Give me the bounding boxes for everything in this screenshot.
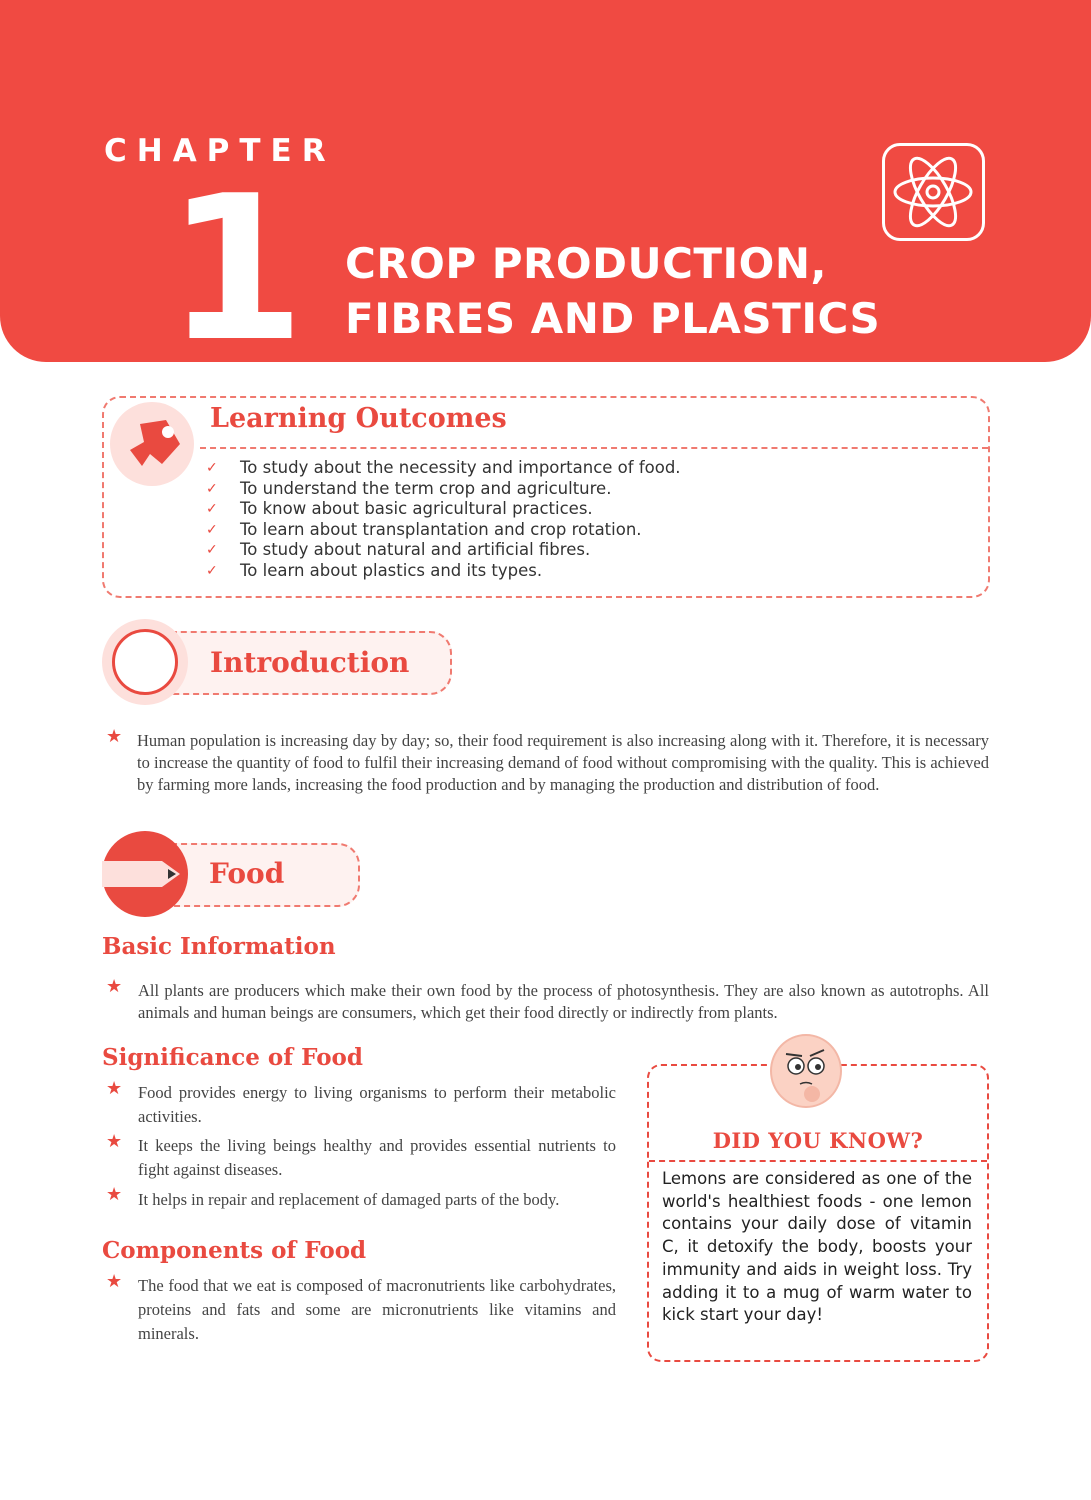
significance-item: It keeps the living beings healthy and provides essential nutrients to fight against diseases. — [138, 1136, 616, 1179]
significance-heading: Significance of Food — [102, 1044, 363, 1071]
check-icon: ✓ — [206, 521, 218, 538]
learning-outcomes-list — [206, 458, 681, 582]
list-item: ✓ To study about natural and artificial fibres. — [206, 540, 591, 560]
components-text: The food that we eat is composed of macronutrients like carbohydrates, proteins and fats and some are micronutrients like vitamins and minerals. — [138, 1276, 616, 1343]
target-icon — [110, 402, 194, 486]
chapter-title-line1: CROP PRODUCTION, — [345, 239, 827, 288]
star-icon: ★ — [106, 976, 123, 997]
food-title: Food — [209, 857, 285, 890]
list-item: ✓ To learn about plastics and its types. — [206, 560, 543, 580]
check-icon: ✓ — [206, 542, 218, 559]
introduction-paragraph: Human population is increasing day by day; so, their food requirement is also increasing along with it. Therefore, it is necessary to increase the quantity of food to fulfil their increasing demand of food without compromising with the quality. This is achieved by farming more lands, increasing the food production and by managing the production and distribution of food. — [137, 731, 989, 794]
check-icon: ✓ — [206, 562, 218, 579]
learning-outcomes-divider — [200, 447, 988, 449]
chapter-title-line2: FIBRES AND PLASTICS — [345, 294, 881, 343]
atom-icon — [882, 143, 985, 241]
chapter-title — [345, 236, 880, 346]
star-icon: ★ — [106, 1131, 123, 1152]
star-icon: ★ — [106, 1078, 123, 1099]
basic-information-text: All plants are producers which make their own food by the process of photosynthesis. They are also known as autotrophs. All animals and human beings are consumers, which get their food directly or indirectly from plants. — [138, 981, 989, 1022]
introduction-title: Introduction — [210, 646, 410, 679]
learning-outcomes-title: Learning Outcomes — [210, 403, 507, 434]
list-item: ✓ To know about basic agricultural practices. — [206, 499, 593, 519]
star-icon: ★ — [106, 1271, 123, 1292]
list-item: ✓ To learn about transplantation and crop rotation. — [206, 519, 642, 539]
did-you-know-divider — [649, 1160, 987, 1162]
check-icon: ✓ — [206, 460, 218, 476]
chapter-label: CHAPTER — [104, 133, 336, 169]
basic-information-heading: Basic Information — [102, 933, 336, 960]
components-heading: Components of Food — [102, 1237, 367, 1264]
list-item: ✓ To understand the term crop and agriculture. — [206, 478, 612, 498]
did-you-know-text: Lemons are considered as one of the world's healthiest foods - one lemon contains your daily dose of vitamin C, it detoxify the body, boosts your immunity and aids in weight loss. Try adding it to a mug of warm water to kick start your day! — [662, 1169, 972, 1325]
star-icon: ★ — [106, 1184, 123, 1205]
significance-item: It helps in repair and replacement of damaged parts of the body. — [138, 1190, 560, 1209]
check-icon: ✓ — [206, 480, 218, 497]
thinking-face-icon — [770, 1034, 842, 1108]
pencil-icon — [102, 831, 188, 917]
list-item: ✓ To study about the necessity and importance of food. — [206, 458, 681, 477]
circle-icon — [112, 629, 178, 695]
chapter-number: 1 — [166, 153, 306, 386]
significance-item: Food provides energy to living organisms to perform their metabolic activities. — [138, 1083, 616, 1126]
check-icon: ✓ — [206, 501, 218, 518]
did-you-know-title: DID YOU KNOW? — [712, 1128, 924, 1153]
star-icon: ★ — [106, 726, 123, 747]
